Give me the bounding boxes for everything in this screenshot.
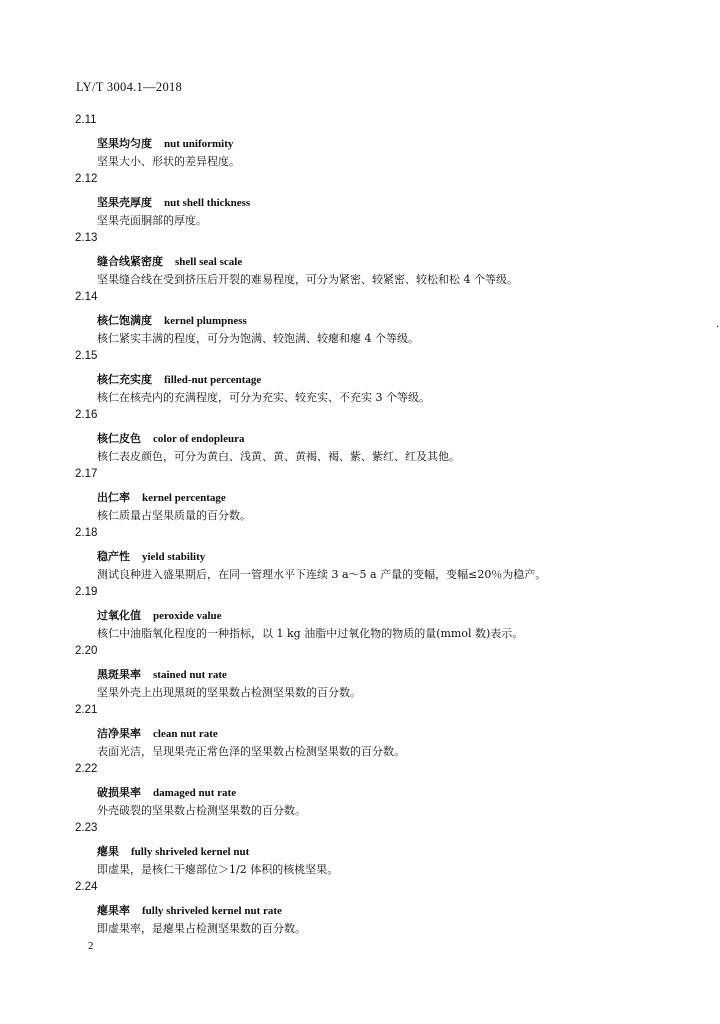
term-en: kernel plumpness: [164, 315, 247, 327]
term-zh: 核仁饱满度: [97, 314, 152, 327]
term-zh: 瘪果率: [97, 904, 130, 917]
standard-header: LY/T 3004.1—2018: [76, 80, 183, 94]
term-zh: 过氧化值: [97, 609, 141, 622]
term-number: 2.16: [75, 409, 98, 421]
term-title: [97, 725, 218, 741]
page-number: 2: [88, 940, 94, 952]
term-definition: 表面光洁，呈现果壳正常色泽的坚果数占检测坚果数的百分数。: [97, 745, 405, 758]
term-title: [97, 489, 226, 505]
term-title: [97, 666, 227, 682]
term-title: [97, 784, 236, 800]
term-definition: 坚果缝合线在受到挤压后开裂的难易程度，可分为紧密、较紧密、较松和松 4 个等级。: [97, 273, 518, 286]
term-entry: [0, 350, 720, 409]
term-number: 2.14: [75, 291, 98, 303]
term-en: nut shell thickness: [164, 197, 251, 209]
term-entry: [0, 291, 720, 350]
term-definition: 核仁中油脂氧化程度的一种指标，以 1 kg 油脂中过氧化物的物质的量(mmol 数)表示。: [97, 627, 524, 640]
term-definition: 坚果壳面胴部的厚度。: [97, 214, 207, 227]
term-zh: 坚果壳厚度: [97, 196, 152, 209]
term-zh: 核仁皮色: [97, 432, 141, 445]
term-definition: 核仁质量占坚果质量的百分数。: [97, 509, 251, 522]
term-entries: [0, 114, 720, 940]
term-number: 2.13: [75, 232, 98, 244]
term-en: clean nut rate: [153, 728, 218, 740]
term-zh: 出仁率: [97, 491, 130, 504]
term-entry: [0, 114, 720, 173]
term-en: damaged nut rate: [153, 787, 237, 799]
term-number: 2.19: [75, 586, 98, 598]
term-number: 2.23: [75, 822, 98, 834]
term-en: fully shriveled kernel nut: [131, 846, 250, 858]
term-title: [97, 253, 242, 269]
term-definition: 坚果大小、形状的差异程度。: [97, 155, 240, 168]
term-title: [97, 312, 247, 328]
term-title: [97, 607, 222, 623]
term-number: 2.21: [75, 704, 98, 716]
term-title: [97, 548, 205, 564]
term-en: shell seal scale: [175, 256, 243, 268]
term-title: [97, 902, 282, 918]
term-en: color of endopleura: [153, 433, 245, 445]
term-definition: 即虚果，是核仁干瘪部位＞1/2 体积的核桃坚果。: [97, 863, 339, 876]
term-definition: 核仁表皮颜色，可分为黄白、浅黄、黄、黄褐、褐、紫、紫红、红及其他。: [97, 450, 460, 463]
term-number: 2.11: [75, 114, 97, 126]
term-entry: [0, 586, 720, 645]
term-en: nut uniformity: [164, 138, 234, 150]
term-number: 2.24: [75, 881, 98, 893]
term-en: filled-nut percentage: [164, 374, 262, 386]
term-definition: 即虚果率，是瘪果占检测坚果数的百分数。: [97, 922, 306, 935]
term-title: [97, 843, 249, 859]
term-entry: [0, 881, 720, 940]
term-definition: 核仁在核壳内的充满程度，可分为充实、较充实、不充实 3 个等级。: [97, 391, 430, 404]
term-title: [97, 135, 233, 151]
term-zh: 黑斑果率: [97, 668, 141, 681]
term-title: [97, 194, 250, 210]
term-number: 2.17: [75, 468, 98, 480]
term-entry: [0, 409, 720, 468]
term-zh: 核仁充实度: [97, 373, 152, 386]
term-zh: 坚果均匀度: [97, 137, 152, 150]
term-title: [97, 430, 244, 446]
term-definition: 坚果外壳上出现黑斑的坚果数占检测坚果数的百分数。: [97, 686, 361, 699]
term-definition: 测试良种进入盛果期后，在同一管理水平下连续 3 a～5 a 产量的变幅，变幅≤20％为稳产。: [97, 568, 547, 581]
term-en: stained nut rate: [153, 669, 227, 681]
term-number: 2.20: [75, 645, 98, 657]
term-entry: [0, 822, 720, 881]
term-zh: 缝合线紧密度: [97, 255, 163, 268]
term-zh: 瘪果: [97, 845, 119, 858]
term-entry: [0, 527, 720, 586]
term-entry: [0, 232, 720, 291]
term-definition: 核仁紧实丰满的程度，可分为饱满、较饱满、较瘪和瘪 4 个等级。: [97, 332, 419, 345]
term-entry: [0, 173, 720, 232]
term-entry: [0, 704, 720, 763]
term-definition: 外壳破裂的坚果数占检测坚果数的百分数。: [97, 804, 306, 817]
term-entry: [0, 645, 720, 704]
term-number: 2.18: [75, 527, 98, 539]
term-entry: [0, 763, 720, 822]
term-zh: 洁净果率: [97, 727, 141, 740]
term-en: yield stability: [142, 551, 206, 563]
term-number: 2.12: [75, 173, 98, 185]
term-en: kernel percentage: [142, 492, 226, 504]
term-number: 2.15: [75, 350, 98, 362]
term-number: 2.22: [75, 763, 98, 775]
term-zh: 破损果率: [97, 786, 141, 799]
term-en: fully shriveled kernel nut rate: [142, 905, 282, 917]
term-title: [97, 371, 261, 387]
term-en: peroxide value: [153, 610, 222, 622]
term-entry: [0, 468, 720, 527]
margin-mark: ·: [716, 322, 720, 333]
term-zh: 稳产性: [97, 550, 130, 563]
